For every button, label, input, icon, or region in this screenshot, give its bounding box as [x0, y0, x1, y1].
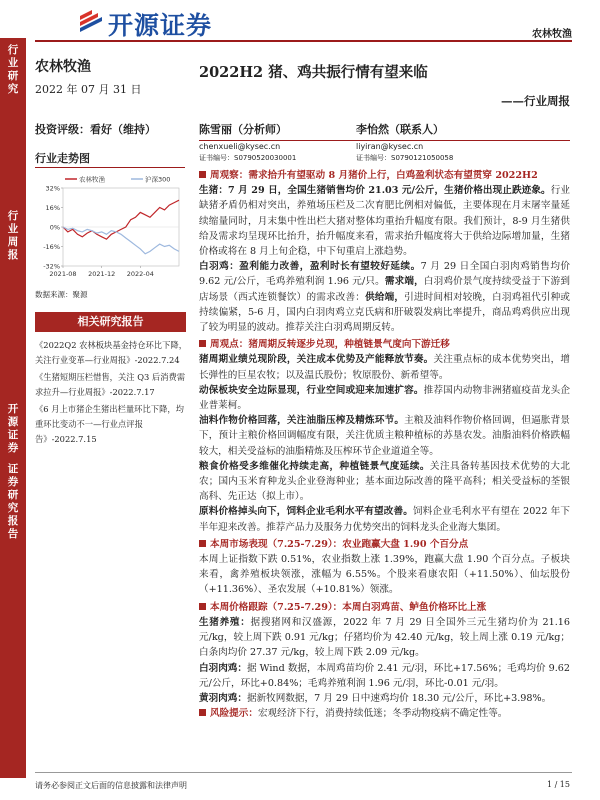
paragraph-text: 行业缺猪矛盾仍相对突出，养殖场压栏及二次育肥比例相对偏低，主要体现在月末屠宰量延续缩量同时，月末集中性出栏大猪对整体均重抬升幅度有限。我们预计，8-9 月生猪供给及需求均呈现环比抬升，抬升幅度来看，需求抬升幅度将大于供给边际增加量，生猪价格或将在 8 月上旬企稳，中下旬重启上涨趋势。 — [199, 185, 570, 258]
paragraph: 本周上证指数下跌 0.51%，农业指数上涨 1.39%，跑赢大盘 1.90 个百分点。子板块来看，禽养殖板块领涨，涨幅为 6.55%。个股来看康农阳（+11.50%）、仙坛股份（+11.36%）、圣农发展（+10.81%）领涨。 — [199, 554, 570, 596]
bold-lead: 需求端， — [384, 276, 424, 288]
x-tick-label: 2021-08 — [49, 270, 77, 278]
chart-data-source: 数据来源：聚源 — [35, 290, 88, 299]
header-divider — [35, 40, 572, 42]
y-tick-label: 16% — [45, 204, 60, 212]
bold-lead: 生猪：7 月 29 日，全国生猪销售均价 21.03 元/公斤，生猪价格出现止跌迹象。 — [199, 185, 551, 197]
sidebar-middle-label — [0, 210, 26, 262]
bold-lead: 粮食价格受多维催化持续走高，种植链景气度延续。 — [199, 460, 430, 472]
analyst-email[interactable]: chenxueli@kysec.cn — [199, 142, 281, 151]
section-heading-text: 周观点：猪周期反转逐步兑现，种植链景气度向下游迁移 — [210, 339, 450, 351]
paragraph — [199, 706, 570, 721]
section-heading — [199, 600, 570, 615]
paragraph-text: 宏观经济下行，消费持续低迷；冬季动物疫病不确定性等。 — [257, 708, 508, 720]
sidebar-char: 源 — [7, 416, 19, 428]
section-heading — [199, 537, 570, 552]
paragraph-text: 关注具备转基因技术优势的大北农；国内玉米育种龙头企业登海种业；基本面边际改善的隆平高科；相关受益标的荃银高科、先正达（拟上市）。 — [199, 460, 571, 503]
series-line-csi300 — [63, 227, 179, 254]
contact-cert: 证书编号：S0790121050058 — [356, 154, 454, 162]
paragraph — [199, 615, 570, 661]
report-body — [199, 166, 570, 721]
bold-lead: 猪周期业绩兑现阶段，关注成本优势及产能释放节奏。 — [199, 354, 434, 366]
sidebar-char: 报 — [7, 249, 19, 261]
related-report-link[interactable]: 《2022Q2 农林板块基金持仓环比下降，关注行业变革—行业周报》-2022.7.24 — [35, 340, 187, 365]
paragraph-text: 关注重点标的成本优势突出，增长弹性的巨星农牧；以及温氏股份；牧原股份、新希望等。 — [199, 354, 571, 381]
section-heading-text: 本周市场表现（7.25-7.29）：农业跑赢大盘 1.90 个百分点 — [210, 538, 469, 550]
paragraph — [199, 691, 570, 706]
paragraph — [199, 413, 570, 459]
paragraph-text: 白羽鸡价景气度持续受益于下游到店场景（西式连锁餐饮）的需求改善： — [199, 276, 571, 303]
square-bullet-icon — [199, 709, 206, 716]
industry-trend-chart — [35, 170, 183, 286]
paragraph — [199, 259, 570, 335]
paragraph — [199, 459, 570, 505]
sector-name: 农林牧渔 — [35, 59, 91, 75]
brand-logo-icon — [78, 8, 104, 36]
sidebar-char: 业 — [7, 57, 19, 69]
section-heading-text: 周观察：需求拾升有望驱动 8 月猪价上行，白鸡盈利状态有望贯穿 2022H2 — [210, 170, 538, 181]
header-category: 农林牧渔 — [532, 29, 572, 40]
paragraph — [199, 183, 570, 259]
square-bullet-icon — [199, 171, 206, 178]
legend-label: 沪深300 — [145, 175, 171, 184]
analyst-name: 陈雪丽（分析师） — [199, 123, 287, 136]
section-heading — [199, 708, 258, 719]
bold-lead: 油料作物价格回落，关注油脂压榨及精炼环节。 — [199, 415, 405, 427]
square-bullet-icon — [199, 340, 206, 347]
related-report-link[interactable]: 《生猪短期压栏惜售，关注 Q3 后消费需求拉升—行业周报》-2022.7.17 — [35, 372, 186, 397]
sidebar — [0, 38, 26, 778]
paragraph — [199, 352, 570, 382]
sidebar-bottom-label — [0, 403, 26, 541]
bold-lead: 供给端， — [365, 291, 405, 303]
paragraph-text: 据搜猪网和汉盛源，2022 年 7 月 29 日全国外三元生猪均价为 21.16 元/kg，较上周下跌 0.91 元/kg；仔猪均价为 42.40 元/kg，较上周上涨 0.19 元/kg；白条肉均价 27.37 元/kg，较上周下跌 2.09 元/kg。 — [199, 616, 570, 659]
bold-lead: 原料价格掉头向下，饲料企业毛利水平有望改善。 — [199, 506, 413, 518]
related-reports-list — [35, 338, 187, 449]
sidebar-char: 行 — [7, 44, 19, 56]
sidebar-char: 业 — [7, 223, 19, 235]
sidebar-char: 究 — [7, 502, 19, 514]
sidebar-top-label — [0, 44, 26, 96]
analyst-divider — [199, 140, 570, 141]
trend-chart-title: 行业走势图 — [35, 152, 90, 165]
bold-lead: 黄羽肉鸡： — [199, 692, 247, 704]
investment-rating: 投资评级：看好（维持） — [35, 123, 156, 136]
report-type: ——行业周报 — [501, 94, 570, 108]
sidebar-char: 告 — [7, 528, 19, 540]
sidebar-char: 券 — [7, 442, 19, 454]
sidebar-char: 研 — [7, 489, 19, 501]
paragraph — [199, 504, 570, 534]
sidebar-char: 行 — [7, 210, 19, 222]
paragraph — [199, 383, 570, 413]
analyst-cert: 证书编号：S0790520030001 — [199, 154, 297, 162]
paragraph-text: 主粮及油料作物价格回调，但逼胀背景下，预计主粮价格回调幅度有限，关注优质主粮种植标的苏垦农发。油脂油料价格跌幅较大，相关受益标的油脂精炼及压榨环节企业道道全等。 — [199, 415, 571, 457]
paragraph-text: 饲料企业毛利水平有望在 2022 年下半年迎来改善。推荐产品力及服务力优势突出的饲料龙头企业海大集团。 — [199, 506, 570, 533]
y-tick-label: -16% — [43, 243, 60, 251]
x-tick-label: 2022-04 — [126, 270, 154, 278]
sidebar-char: 究 — [7, 83, 19, 95]
bold-lead: 动保板块安全边际显现，行业空间或迎来加速扩容。 — [199, 384, 424, 396]
bold-lead: 生猪养殖： — [199, 616, 251, 628]
contact-email[interactable]: liyiran@kysec.cn — [356, 142, 424, 151]
sidebar-char: 证 — [7, 429, 19, 441]
related-report-link[interactable]: 《6 月上市猪企生猪出栏量环比下降，均重环比变动不一—行业点评报告》-2022.7.15 — [35, 404, 184, 444]
analyst-card — [199, 121, 296, 163]
footer-disclaimer: 请务必参阅正文后面的信息披露和法律声明 — [35, 781, 187, 790]
paragraph-text: 据 Wind 数据，本周鸡苗均价 2.41 元/羽，环比+17.56%；毛鸡均价 9.62 元/公斤，环比+0.84%；毛鸡养殖利润 1.96 元/羽，环比-0.01 元/羽。 — [199, 662, 571, 689]
square-bullet-icon — [199, 603, 206, 610]
sidebar-char: 开 — [7, 403, 19, 415]
report-title: 2022H2 猪、鸡共振行情有望来临 — [199, 64, 428, 81]
bold-lead: 白羽肉鸡： — [199, 662, 248, 674]
section-heading — [199, 337, 570, 352]
y-tick-label: 0% — [49, 223, 60, 232]
sidebar-char: 券 — [7, 476, 19, 488]
related-reports-header: 相关研究报告 — [35, 312, 186, 332]
legend-label: 农林牧渔 — [79, 175, 105, 184]
contact-name: 李怡然（联系人） — [356, 123, 444, 136]
sidebar-char: 研 — [7, 70, 19, 82]
section-heading-text: 本周价格跟踪（7.25-7.29）：本周白羽鸡苗、鲈鱼价格环比上涨 — [210, 601, 487, 613]
y-tick-label: -32% — [43, 262, 60, 271]
bold-lead: 白羽鸡：盈利能力改善，盈利时长有望较好延续。 — [199, 261, 421, 273]
sidebar-char: 证 — [7, 463, 19, 475]
paragraph-text: 引进时间相对较晚，白羽鸡祖代引种或持续偏紧，5-6 月，国内白羽肉鸡立克氏病和肝破裂发病比率提升，商品鸡鸡供应出现了较为明显的波动。推荐关注白羽鸡周期反转。 — [199, 291, 571, 334]
sidebar-char: 报 — [7, 515, 19, 527]
sidebar-spacer — [0, 455, 26, 463]
footer-divider — [35, 772, 572, 773]
page-number: 1 / 15 — [546, 780, 570, 789]
paragraph — [199, 661, 570, 691]
contact-card — [356, 121, 453, 163]
x-tick-label: 2021-12 — [88, 270, 116, 278]
square-bullet-icon — [199, 540, 206, 547]
paragraph-text: 推荐国内动物非洲猪瘟疫苗龙头企业普莱柯。 — [199, 384, 571, 412]
section-heading — [199, 168, 570, 183]
paragraph-text: 7 月 29 日全国白羽肉鸡销售均价 9.62 元/公斤，毛鸡养殖利润 1.96 元/只。 — [199, 261, 571, 288]
series-line-agriculture — [63, 200, 179, 239]
section-heading-text: 风险提示： — [210, 708, 258, 720]
report-date: 2022 年 07 月 31 日 — [35, 83, 142, 96]
brand-logo — [78, 6, 238, 38]
y-tick-label: 32% — [45, 184, 60, 193]
paragraph-text: 据新牧网数据，7 月 29 日中速鸡均价 18.30 元/公斤，环比+3.98%。 — [246, 692, 552, 704]
sidebar-char: 周 — [7, 236, 19, 248]
brand-name: 开源证券 — [108, 11, 213, 40]
trend-divider — [35, 167, 185, 168]
